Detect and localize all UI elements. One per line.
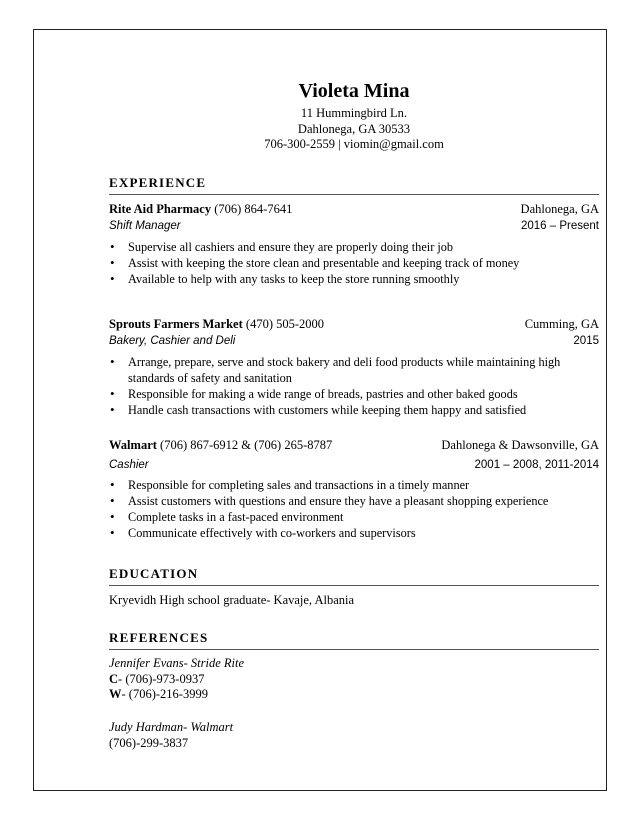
bullet-item: • Responsible for making a wide range of breads, pastries and other baked goods bbox=[109, 386, 599, 402]
employer-phone: (470) 505-2000 bbox=[245, 317, 325, 331]
job-role-row bbox=[109, 220, 599, 232]
address-line-2: Dahlonega, GA 30533 bbox=[297, 122, 411, 136]
bullet-item: • Assist with keeping the store clean and presentable and keeping track of money bbox=[109, 255, 599, 271]
references-heading: REFERENCES bbox=[109, 630, 599, 650]
education-heading: EDUCATION bbox=[109, 566, 599, 586]
experience-heading: EXPERIENCE bbox=[109, 175, 599, 195]
address-line-1: 11 Hummingbird Ln. bbox=[300, 106, 408, 120]
job-dates: 2016 – Present bbox=[520, 220, 599, 232]
job-role: Bakery, Cashier and Deli bbox=[109, 335, 236, 347]
employer-phone: (706) 867-6912 & (706) 265-8787 bbox=[160, 438, 333, 452]
bullet-item: • Available to help with any tasks to keep the store running smoothly bbox=[109, 271, 599, 287]
job-header bbox=[109, 317, 599, 332]
job-location: Dahlonega & Dawsonville, GA bbox=[441, 438, 599, 452]
job-bullets bbox=[109, 354, 599, 418]
cell-label: C bbox=[109, 672, 119, 686]
job-role: Shift Manager bbox=[109, 220, 181, 232]
reference-name: Jennifer Evans- Stride Rite bbox=[109, 656, 245, 670]
reference-phone: (706)-299-3837 bbox=[109, 736, 189, 750]
employer-name: Walmart bbox=[109, 438, 157, 452]
job-dates: 2001 – 2008, 2011-2014 bbox=[474, 459, 599, 471]
job-header bbox=[109, 202, 599, 217]
contact-line: 706-300-2559 | viomin@gmail.com bbox=[264, 137, 444, 151]
bullet-item: • Handle cash transactions with customers while keeping them happy and satisfied bbox=[109, 402, 599, 418]
job-employer-line bbox=[109, 317, 324, 332]
bullet-item: • Complete tasks in a fast-paced environment bbox=[109, 509, 599, 525]
job-bullets bbox=[109, 477, 599, 541]
bullet-item: • Arrange, prepare, serve and stock bakery and deli food products while maintaining high standards of safety and sanitation bbox=[109, 354, 599, 386]
employer-name: Rite Aid Pharmacy bbox=[109, 202, 212, 216]
job-role-row bbox=[109, 459, 599, 471]
work-label: W bbox=[109, 687, 122, 701]
education-entry: Kryevidh High school graduate- Kavaje, Albania bbox=[109, 593, 355, 607]
candidate-name: Violeta Mina bbox=[298, 80, 410, 102]
job-location: Cumming, GA bbox=[524, 317, 599, 331]
page-frame bbox=[33, 29, 607, 791]
employer-name: Sprouts Farmers Market bbox=[109, 317, 243, 331]
bullet-item: • Supervise all cashiers and ensure they are properly doing their job bbox=[109, 239, 599, 255]
reference-work bbox=[109, 687, 208, 702]
job-employer-line bbox=[109, 438, 332, 453]
job-role-row bbox=[109, 335, 599, 347]
job-role: Cashier bbox=[109, 459, 149, 471]
job-employer-line bbox=[109, 202, 292, 217]
bullet-item: • Assist customers with questions and ensure they have a pleasant shopping experience bbox=[109, 493, 599, 509]
work-number: - (706)-216-3999 bbox=[121, 687, 208, 701]
bullet-item: • Communicate effectively with co-workers and supervisors bbox=[109, 525, 599, 541]
job-dates: 2015 bbox=[573, 335, 599, 347]
reference-cell bbox=[109, 672, 204, 687]
employer-phone: (706) 864-7641 bbox=[214, 202, 293, 216]
job-location: Dahlonega, GA bbox=[520, 202, 599, 216]
reference-name: Judy Hardman- Walmart bbox=[109, 720, 234, 734]
job-bullets bbox=[109, 239, 599, 287]
bullet-item: • Responsible for completing sales and transactions in a timely manner bbox=[109, 477, 599, 493]
job-header bbox=[109, 438, 599, 453]
cell-number: - (706)-973-0937 bbox=[118, 672, 205, 686]
